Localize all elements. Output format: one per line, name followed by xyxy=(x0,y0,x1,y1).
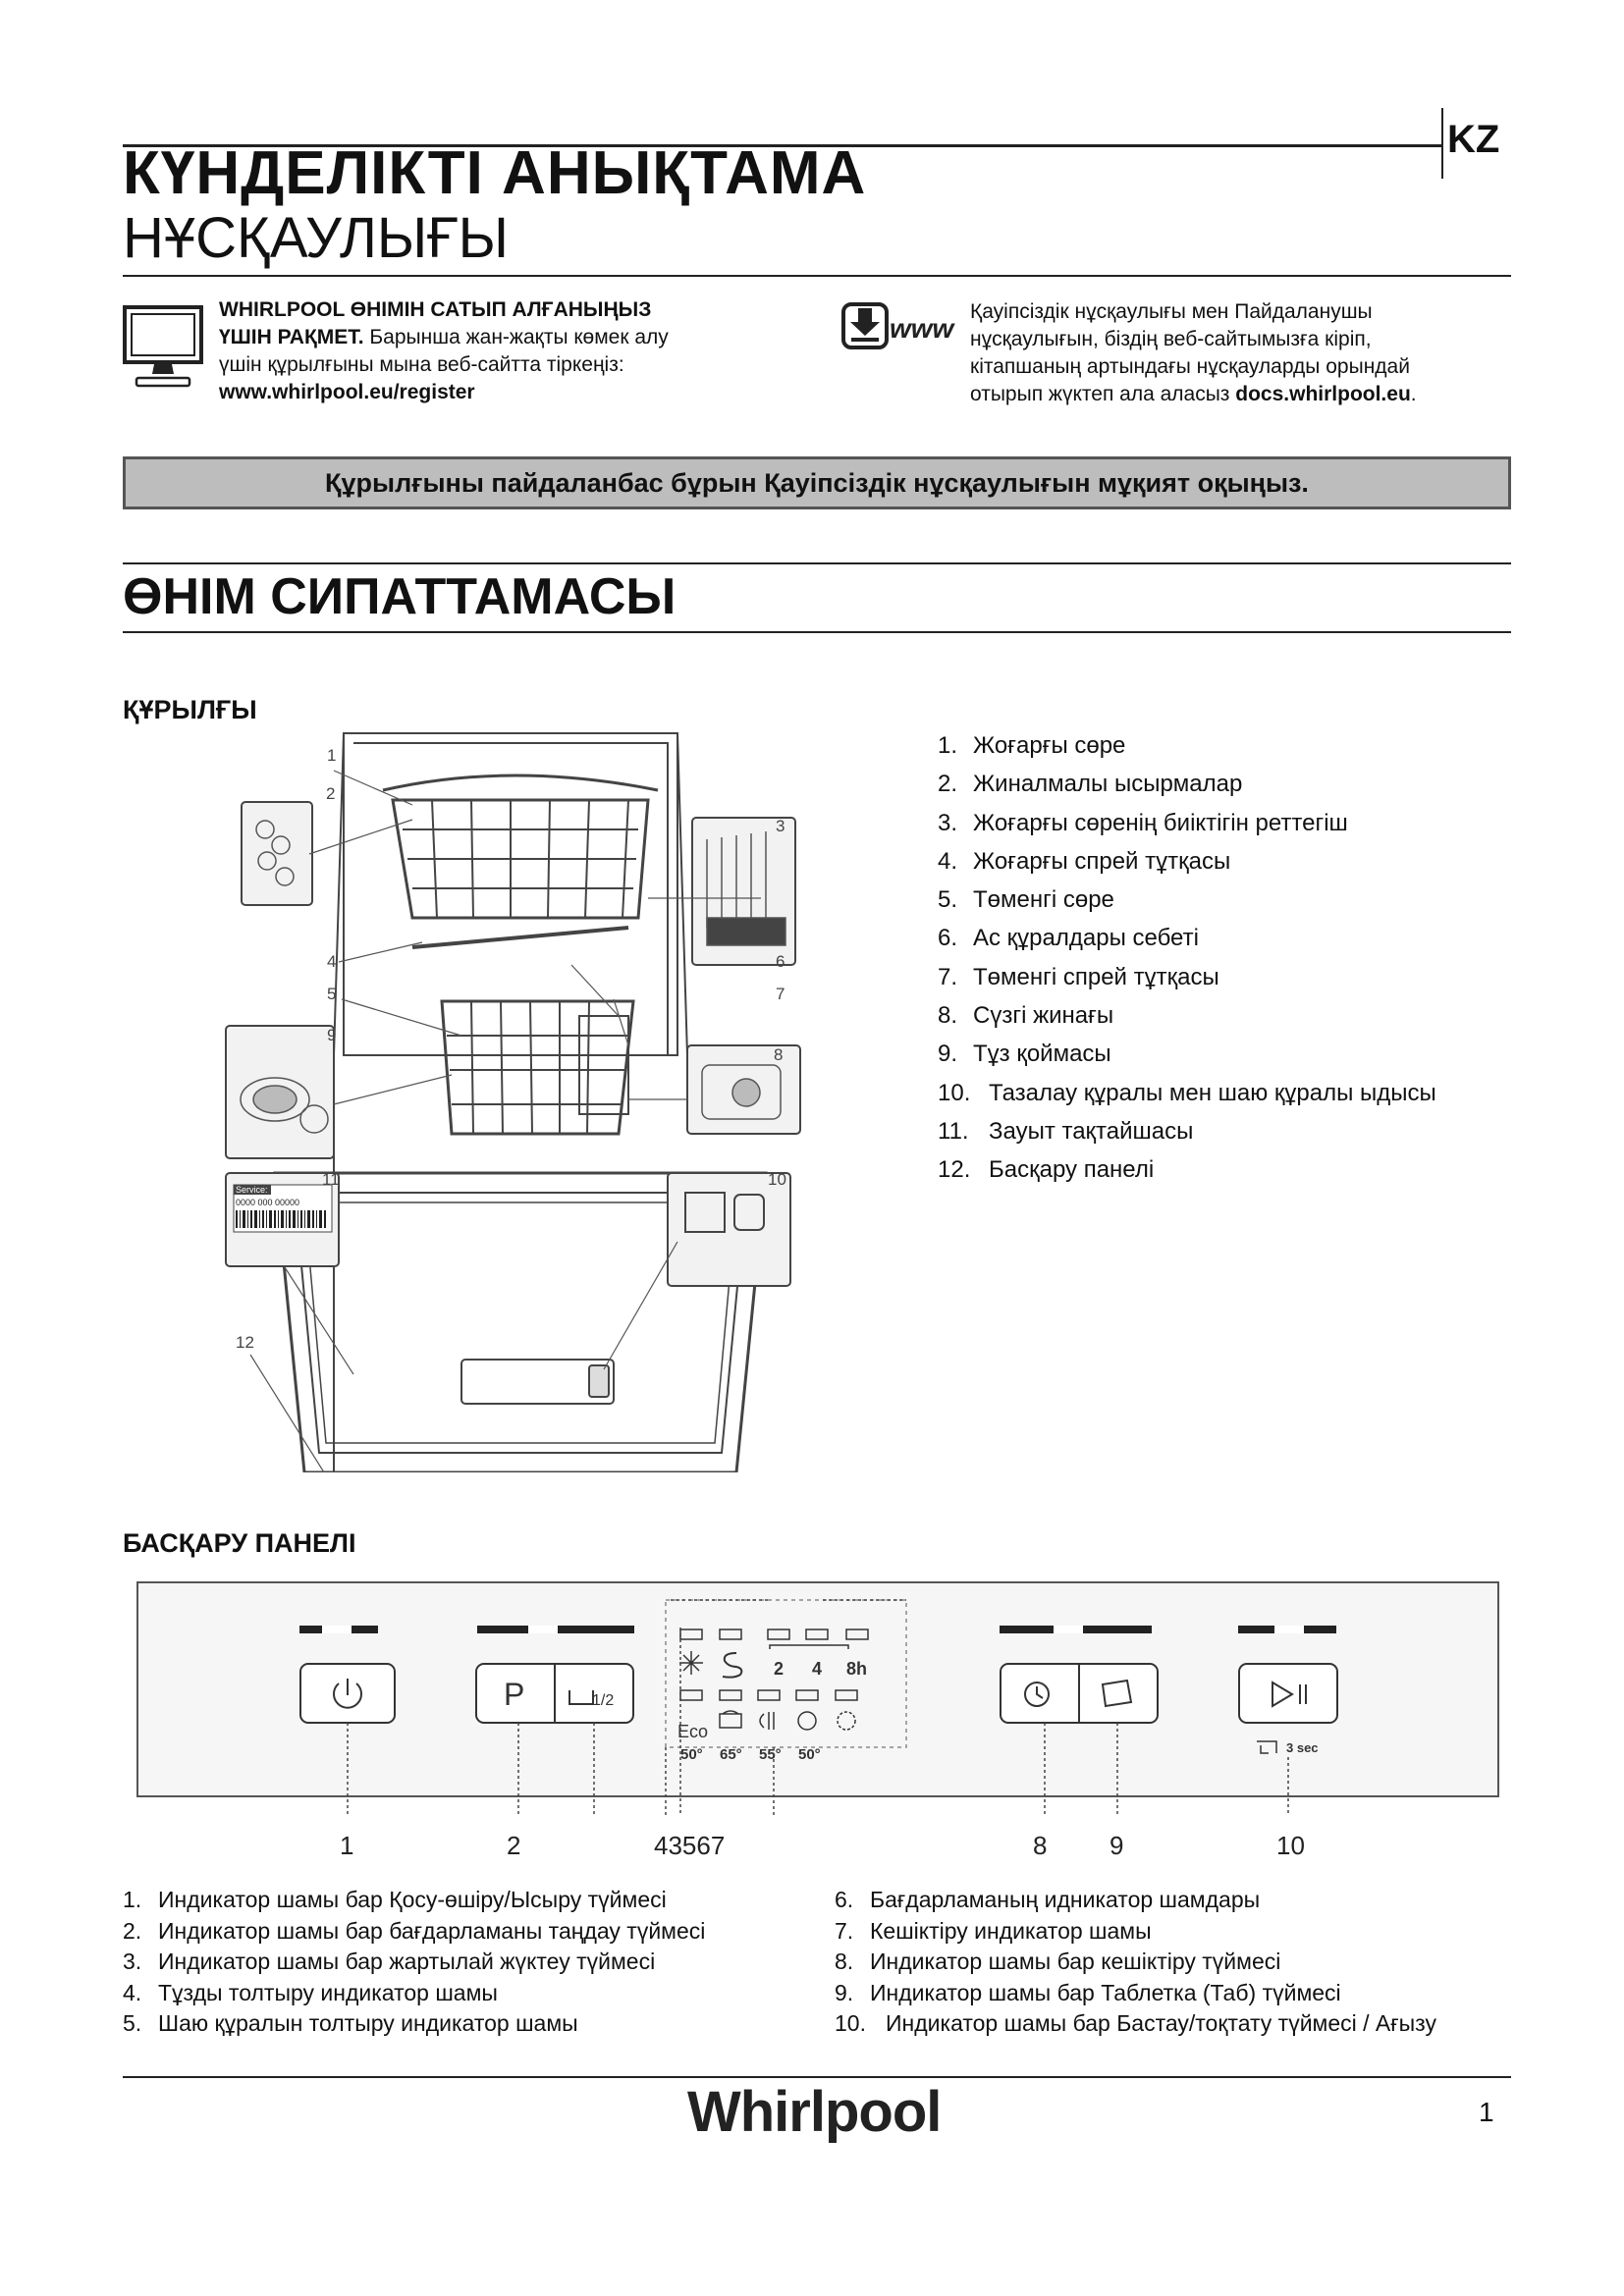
download-www-text: www xyxy=(890,313,954,344)
section-bottom-rule xyxy=(123,631,1511,633)
panel-callout-9: 9 xyxy=(1110,1831,1124,1860)
header-bottom-rule xyxy=(123,275,1511,277)
temp-eco: 50° xyxy=(680,1746,703,1763)
page-title: КҮНДЕЛІКТІ АНЫҚТАМА xyxy=(123,139,867,207)
legend-label: Индикатор шамы бар Таблетка (Таб) түймесі xyxy=(870,1979,1341,2005)
legend-item xyxy=(123,1885,830,1916)
language-code: KZ xyxy=(1447,118,1500,161)
parts-list-number: 8. xyxy=(938,1002,958,1030)
parts-list-label: Төменгі спрей тұтқасы xyxy=(973,963,1219,990)
legend-left xyxy=(123,1885,830,2040)
legend-number: 7. xyxy=(835,1917,854,1944)
parts-list-item xyxy=(938,804,1436,842)
parts-list-item xyxy=(938,958,1436,996)
parts-list-item xyxy=(938,842,1436,881)
drain-label: 3 sec xyxy=(1286,1740,1319,1755)
thanks-line2-bold: ҮШІН РАҚМЕТ. xyxy=(219,326,364,348)
parts-list-item xyxy=(938,1035,1436,1073)
legend-number: 2. xyxy=(123,1917,142,1944)
eco-label: Eco xyxy=(677,1722,709,1741)
parts-list-label: Ас құралдары себеті xyxy=(973,925,1199,952)
delay-hours-8: 8h xyxy=(846,1659,868,1679)
docs-link[interactable]: docs.whirlpool.eu xyxy=(1235,383,1411,405)
diagram-callout-8: 8 xyxy=(774,1045,784,1064)
parts-list-number: 9. xyxy=(938,1041,958,1068)
panel-callout-2: 2 xyxy=(507,1831,521,1860)
footer-rule xyxy=(123,2076,1511,2078)
docs-line4: отырып жүктеп ала аласыз xyxy=(970,383,1236,405)
half-load-label: 1/2 xyxy=(592,1692,615,1709)
section-top-rule xyxy=(123,562,1511,564)
safety-banner: Құрылғыны пайдаланбас бұрын Қауіпсіздік нұсқаулығын мұқият оқыңыз. xyxy=(123,456,1511,509)
start-pause-button[interactable] xyxy=(1239,1664,1337,1723)
diagram-callout-3: 3 xyxy=(776,817,785,835)
diagram-callout-12: 12 xyxy=(236,1333,254,1352)
legend-number: 10. xyxy=(835,2010,866,2036)
legend-number: 1. xyxy=(123,1887,142,1912)
parts-list-item xyxy=(938,881,1436,919)
parts-list xyxy=(938,726,1436,1190)
legend-right xyxy=(835,1885,1522,2040)
parts-list-number: 6. xyxy=(938,925,958,952)
parts-list-number: 5. xyxy=(938,886,958,914)
legend-label: Шаю құралын толтыру индикатор шамы xyxy=(158,2010,578,2036)
program-button-label: P xyxy=(504,1677,525,1712)
legend-label: Тұзды толтыру индикатор шамы xyxy=(158,1979,498,2005)
panel-callout-8: 8 xyxy=(1033,1831,1048,1860)
parts-list-label: Жиналмалы ысырмалар xyxy=(973,771,1243,798)
legend-number: 8. xyxy=(835,1949,854,1974)
delay-hours-2: 2 xyxy=(774,1659,785,1679)
register-link[interactable]: www.whirlpool.eu/register xyxy=(219,381,475,403)
docs-line3: кітапшаның артындағы нұсқауларды орындай xyxy=(970,355,1410,378)
legend-number: 3. xyxy=(123,1949,142,1974)
diagram-callout-5: 5 xyxy=(327,985,337,1003)
parts-list-label: Жоғарғы спрей тұтқасы xyxy=(973,847,1231,875)
diagram-callout-11: 11 xyxy=(322,1170,340,1189)
legend-label: Индикатор шамы бар кешіктіру түймесі xyxy=(870,1949,1281,1974)
diagram-callout-7: 7 xyxy=(776,985,785,1003)
diagram-callout-10: 10 xyxy=(768,1170,786,1189)
legend-label: Индикатор шамы бар Қосу-өшіру/Ысыру түймесі xyxy=(158,1887,667,1912)
parts-list-number: 1. xyxy=(938,732,958,759)
panel-callout-1: 1 xyxy=(340,1831,354,1860)
parts-list-number: 7. xyxy=(938,963,958,990)
legend-number: 6. xyxy=(835,1887,854,1912)
temp-intensive: 65° xyxy=(720,1746,742,1763)
control-panel-heading: БАСҚАРУ ПАНЕЛІ xyxy=(123,1528,356,1558)
parts-list-label: Жоғарғы сөре xyxy=(973,732,1126,759)
dishwasher-diagram xyxy=(216,721,825,1472)
temp-normal: 55° xyxy=(759,1746,782,1763)
download-www-icon xyxy=(840,300,958,355)
parts-list-label: Зауыт тақтайшасы xyxy=(989,1117,1194,1145)
thanks-block xyxy=(219,296,769,406)
thanks-line3: үшін құрылғыны мына веб-сайтта тіркеңіз: xyxy=(219,353,624,376)
header-vertical-rule xyxy=(1441,108,1443,179)
legend-item xyxy=(835,1885,1522,1916)
legend-label: Индикатор шамы бар бағдарламаны таңдау түймесі xyxy=(158,1917,706,1944)
parts-list-item xyxy=(938,765,1436,803)
parts-list-label: Тазалау құралы мен шаю құралы ыдысы xyxy=(989,1079,1436,1106)
legend-label: Индикатор шамы бар Бастау/тоқтату түймесі / Ағызу xyxy=(886,2010,1436,2036)
temp-glass: 50° xyxy=(798,1746,821,1763)
legend-item xyxy=(123,1947,830,1978)
docs-block xyxy=(970,298,1520,408)
monitor-icon xyxy=(123,305,203,390)
parts-list-item xyxy=(938,1074,1436,1112)
docs-line2: нұсқаулығын, біздің веб-сайтымызға кіріп, xyxy=(970,328,1372,350)
delay-hours-4: 4 xyxy=(812,1659,823,1679)
parts-list-number: 10. xyxy=(938,1079,971,1106)
legend-item xyxy=(835,1916,1522,1948)
parts-list-label: Басқару панелі xyxy=(989,1156,1155,1184)
parts-list-number: 4. xyxy=(938,847,958,875)
parts-list-label: Төменгі сөре xyxy=(973,886,1114,914)
legend-item xyxy=(123,1978,830,2009)
parts-list-item xyxy=(938,996,1436,1035)
parts-list-number: 3. xyxy=(938,809,958,836)
panel-callout-3-7: 43567 xyxy=(654,1831,726,1860)
parts-list-label: Жоғарғы сөренің биіктігін реттегіш xyxy=(973,809,1348,836)
diagram-callout-1: 1 xyxy=(327,746,337,765)
parts-list-item xyxy=(938,1150,1436,1189)
parts-list-item xyxy=(938,919,1436,957)
thanks-line1: WHIRLPOOL ӨНІМІН САТЫП АЛҒАНЫҢЫЗ xyxy=(219,298,652,321)
legend-item xyxy=(835,1978,1522,2009)
legend-label: Бағдарламаның идникатор шамдары xyxy=(870,1887,1261,1912)
parts-list-item xyxy=(938,1112,1436,1150)
legend-number: 9. xyxy=(835,1979,854,2005)
control-panel-diagram xyxy=(135,1580,1500,1865)
parts-list-number: 12. xyxy=(938,1156,971,1184)
parts-list-number: 2. xyxy=(938,771,958,798)
diagram-callout-2: 2 xyxy=(326,784,336,803)
page-subtitle: НҰСҚАУЛЫҒЫ xyxy=(123,206,510,270)
service-label: Service: xyxy=(236,1185,268,1195)
service-number: 0000 000 00000 xyxy=(236,1198,300,1207)
thanks-line2-rest: Барынша жан-жақты көмек алу xyxy=(363,326,669,348)
brand-logo: Whirlpool xyxy=(687,2080,942,2144)
legend-label: Кешіктіру индикатор шамы xyxy=(870,1917,1152,1944)
parts-list-label: Тұз қоймасы xyxy=(973,1041,1111,1068)
legend-number: 4. xyxy=(123,1979,142,2005)
diagram-callout-9: 9 xyxy=(327,1026,337,1044)
legend-item xyxy=(835,1947,1522,1978)
parts-list-item xyxy=(938,726,1436,765)
legend-number: 5. xyxy=(123,2010,142,2036)
diagram-callout-6: 6 xyxy=(776,952,785,971)
legend-label: Индикатор шамы бар жартылай жүктеу түймесі xyxy=(158,1949,656,1974)
docs-line4-end: . xyxy=(1410,383,1417,405)
parts-list-label: Сүзгі жинағы xyxy=(973,1002,1114,1030)
legend-item xyxy=(123,1916,830,1948)
device-heading: ҚҰРЫЛҒЫ xyxy=(123,695,257,724)
section-title: ӨНІМ СИПАТТАМАСЫ xyxy=(123,568,677,625)
legend-item xyxy=(835,2008,1522,2040)
diagram-callout-4: 4 xyxy=(327,952,337,971)
parts-list-number: 11. xyxy=(938,1117,969,1145)
panel-callout-10: 10 xyxy=(1276,1831,1305,1860)
legend-item xyxy=(123,2008,830,2040)
page-number: 1 xyxy=(1479,2097,1494,2127)
docs-line1: Қауіпсіздік нұсқаулығы мен Пайдаланушы xyxy=(970,300,1373,323)
